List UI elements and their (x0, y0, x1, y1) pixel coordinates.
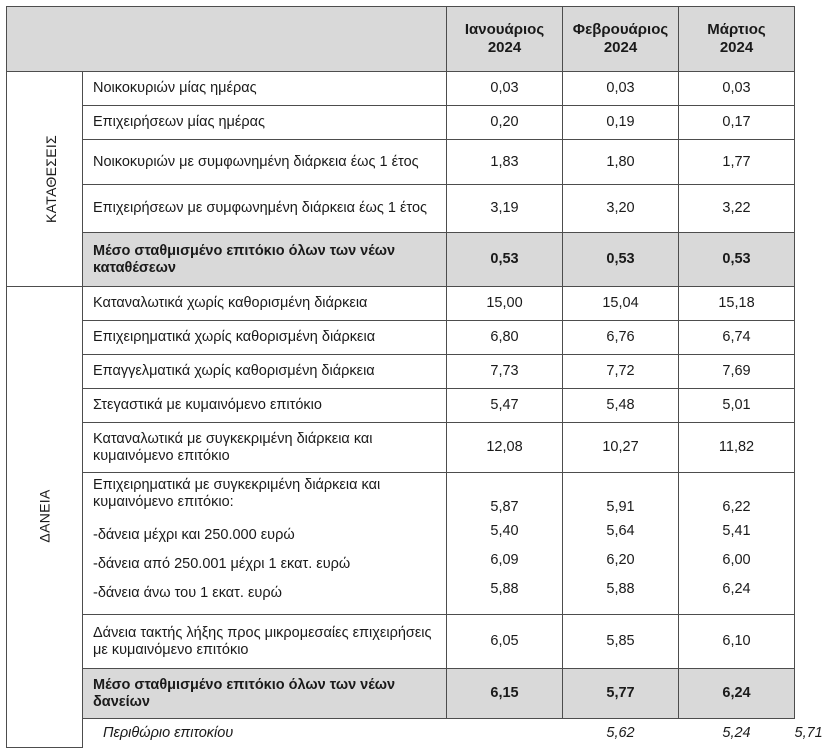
cell-value: 10,27 (563, 423, 679, 473)
cell-value: 7,73 (447, 355, 563, 389)
cell-value: 3,20 (563, 185, 679, 233)
cell-value: 1,77 (679, 140, 795, 185)
cell-value: 12,08 (447, 423, 563, 473)
cell-value: 5,62 (563, 719, 679, 748)
row-label: Νοικοκυριών με συμφωνημένη διάρκεια έως 1 έτος (83, 140, 447, 185)
cell-value: 15,18 (679, 287, 795, 321)
cell-value: 6,80 (447, 321, 563, 355)
row-label: Καταναλωτικά με συγκεκριμένη διάρκεια και κυμαινόμενο επιτόκιο (83, 423, 447, 473)
cell-value: 0,53 (679, 233, 795, 287)
section-label-loans: ΔΑΝΕΙΑ (7, 287, 83, 748)
table-row (7, 140, 795, 185)
cell-value: 5,91 (606, 499, 635, 515)
cell-value: 5,87 (490, 499, 519, 515)
table-row (7, 106, 795, 140)
cell-value: 5,40 (490, 523, 519, 539)
table-row (7, 185, 795, 233)
row-label: Δάνεια τακτής λήξης προς μικρομεσαίες επιχειρήσεις με κυμαινόμενο επιτόκιο (83, 615, 447, 669)
cell-value: 6,10 (679, 615, 795, 669)
loans-average-row (7, 669, 795, 719)
table-row (7, 287, 795, 321)
cell-value: 0,03 (679, 72, 795, 106)
cell-value: 0,03 (563, 72, 679, 106)
cell-value: 11,82 (679, 423, 795, 473)
cell-value: 6,22 (722, 499, 751, 515)
row-label: Επιχειρήσεων μίας ημέρας (83, 106, 447, 140)
cell-value: 7,72 (563, 355, 679, 389)
cell-value: 5,88 (490, 581, 519, 597)
cell-value: 5,41 (722, 523, 751, 539)
cell-value: 6,20 (606, 552, 635, 568)
row-label-group (83, 473, 447, 615)
business-fixed-row (7, 473, 795, 615)
cell-value: 6,76 (563, 321, 679, 355)
cell-value: 1,80 (563, 140, 679, 185)
header-row (7, 7, 795, 72)
cell-value: 1,83 (447, 140, 563, 185)
row-label: Καταναλωτικά χωρίς καθορισμένη διάρκεια (83, 287, 447, 321)
table-row (7, 423, 795, 473)
table-row (7, 72, 795, 106)
cell-value: 6,05 (447, 615, 563, 669)
cell-value: 0,20 (447, 106, 563, 140)
row-label: Επιχειρηματικά με συγκεκριμένη διάρκεια και κυμαινόμενο επιτόκιο: (93, 477, 381, 510)
cell-value: 5,88 (606, 581, 635, 597)
sub-row-label: -δάνεια μέχρι και 250.000 ευρώ (93, 527, 295, 543)
table-row (7, 615, 795, 669)
cell-value: 5,85 (563, 615, 679, 669)
cell-value: 5,47 (447, 389, 563, 423)
cell-value: 3,22 (679, 185, 795, 233)
interest-rates-table (6, 6, 823, 748)
cell-value: 5,48 (563, 389, 679, 423)
cell-value: 0,17 (679, 106, 795, 140)
row-label: Νοικοκυριών μίας ημέρας (83, 72, 447, 106)
cell-value-group (679, 473, 795, 615)
cell-value: 5,77 (563, 669, 679, 719)
cell-value: 7,69 (679, 355, 795, 389)
table-row (7, 321, 795, 355)
header-month-jan: Ιανουάριος 2024 (447, 7, 563, 72)
cell-value-group (563, 473, 679, 615)
row-label: Στεγαστικά με κυμαινόμενο επιτόκιο (83, 389, 447, 423)
margin-row: Περιθώριο επιτοκίου 5,62 5,24 5,71 (7, 719, 795, 748)
table-row (7, 355, 795, 389)
cell-value: 0,53 (563, 233, 679, 287)
header-month-feb: Φεβρουάριος 2024 (563, 7, 679, 72)
sub-row-label: -δάνεια άνω του 1 εκατ. ευρώ (93, 585, 282, 601)
cell-value: 5,64 (606, 523, 635, 539)
cell-value: 5,01 (679, 389, 795, 423)
cell-value: 6,74 (679, 321, 795, 355)
cell-value: 5,24 (679, 719, 795, 748)
cell-value: 6,00 (722, 552, 751, 568)
cell-value: 6,15 (447, 669, 563, 719)
cell-value-group (447, 473, 563, 615)
header-month-mar: Μάρτιος 2024 (679, 7, 795, 72)
cell-value: 0,19 (563, 106, 679, 140)
row-label: Μέσο σταθμισμένο επιτόκιο όλων των νέων δανείων (83, 669, 447, 719)
row-label: Επιχειρηματικά χωρίς καθορισμένη διάρκεια (83, 321, 447, 355)
row-label: Επιχειρήσεων με συμφωνημένη διάρκεια έως 1 έτος (83, 185, 447, 233)
row-label: Μέσο σταθμισμένο επιτόκιο όλων των νέων καταθέσεων (83, 233, 447, 287)
cell-value: 6,24 (722, 581, 751, 597)
cell-value: 0,53 (447, 233, 563, 287)
deposits-average-row (7, 233, 795, 287)
cell-value: 3,19 (447, 185, 563, 233)
cell-value: 15,04 (563, 287, 679, 321)
row-label: Περιθώριο επιτοκίου (83, 719, 563, 748)
section-label-deposits: ΚΑΤΑΘΕΣΕΙΣ (7, 72, 83, 287)
cell-value: 6,24 (679, 669, 795, 719)
header-corner (7, 7, 447, 72)
cell-value: 6,09 (490, 552, 519, 568)
row-label: Επαγγελματικά χωρίς καθορισμένη διάρκεια (83, 355, 447, 389)
table-row (7, 389, 795, 423)
sub-row-label: -δάνεια από 250.001 μέχρι 1 εκατ. ευρώ (93, 556, 351, 572)
cell-value: 15,00 (447, 287, 563, 321)
cell-value: 0,03 (447, 72, 563, 106)
